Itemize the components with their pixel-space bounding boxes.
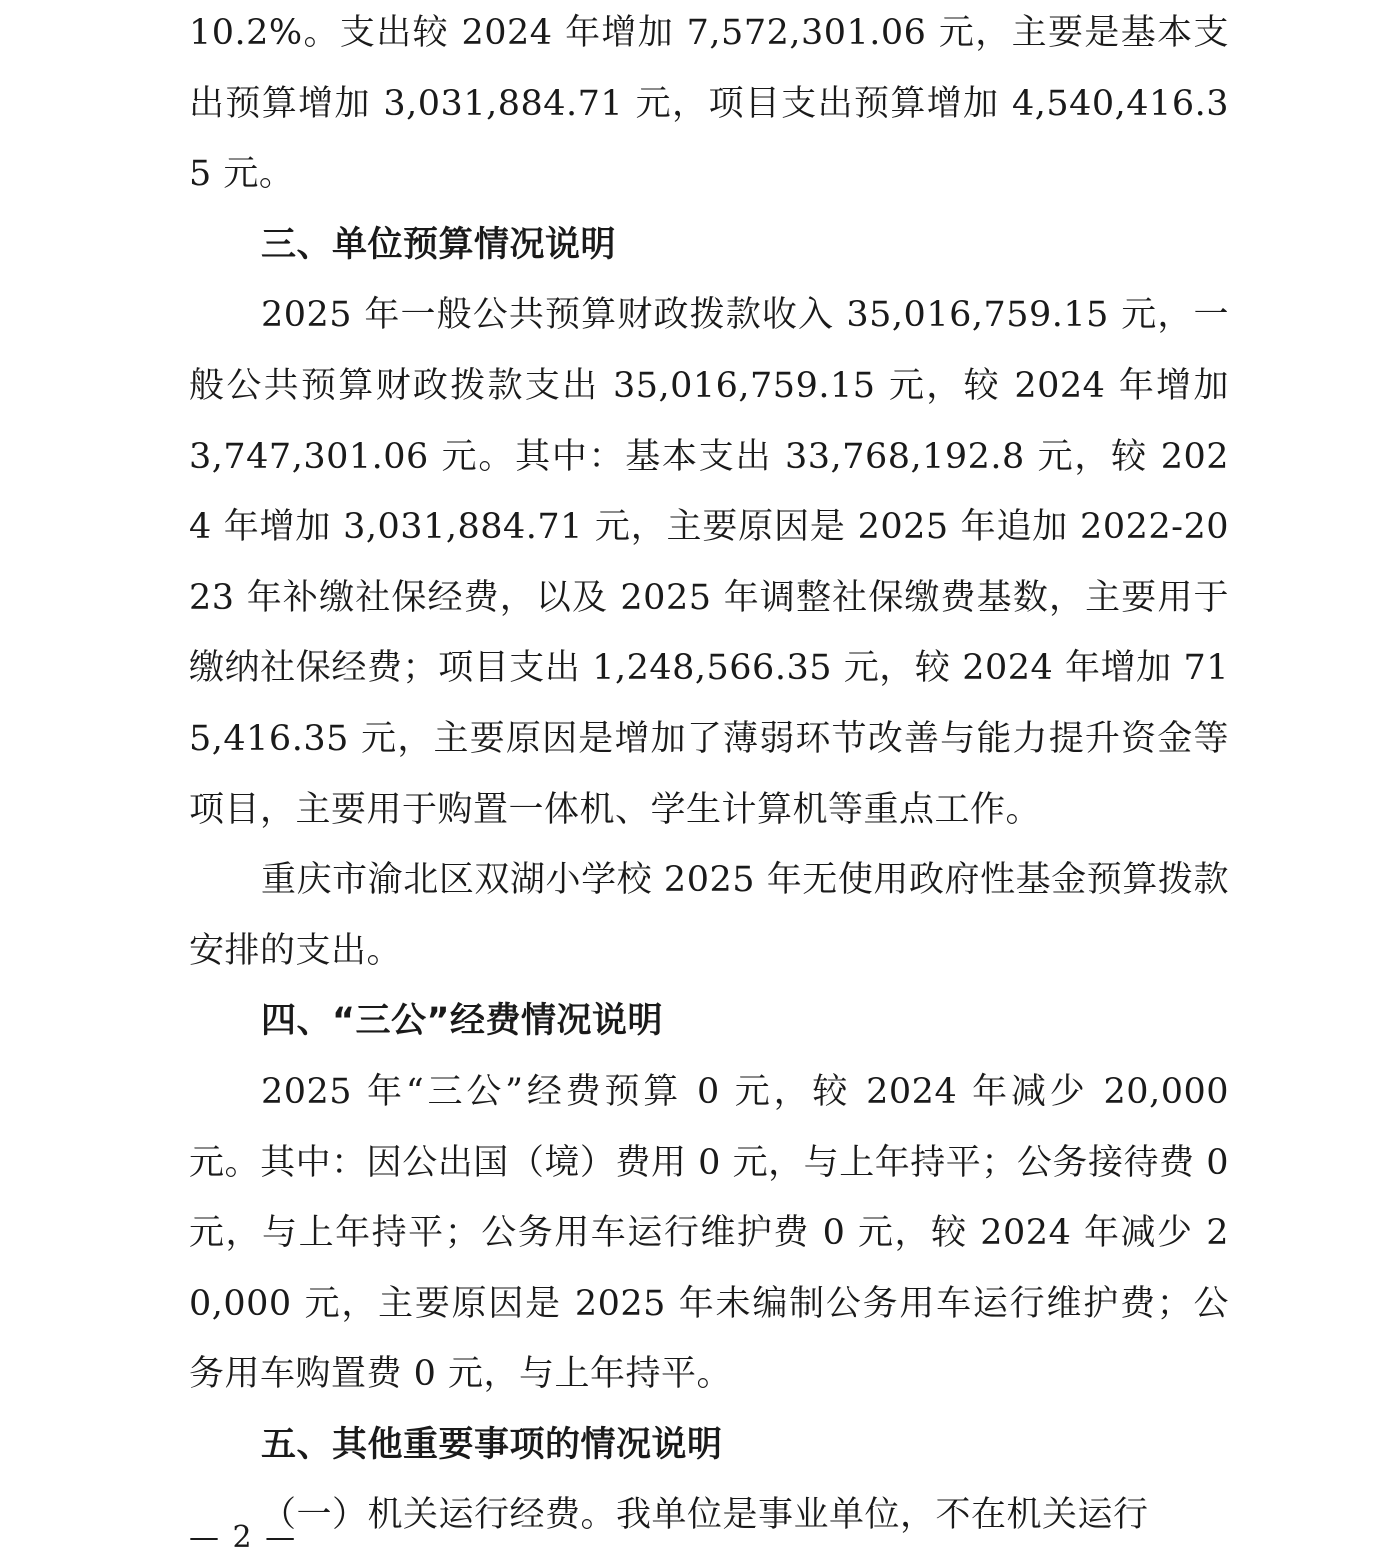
paragraph-continued: 10.2%。支出较 2024 年增加 7,572,301.06 元，主要是基本支出预算增加 3,031,884.71 元，项目支出预算增加 4,540,416.35 元。 (189, 13, 1229, 195)
section-heading-5: 五、其他重要事项的情况说明 (261, 1424, 723, 1465)
paragraph-unit-budget: 2025 年一般公共预算财政拨款收入 35,016,759.15 元，一般公共预算财政拨款支出 35,016,759.15 元，较 2024 年增加 3,747,301.06 元。其中：基本支出 33,768,192.8 元，较 2024 年增加 3,031,884.71 元，主要原因是 2025 年追加 2022-2023 年补缴社保经费，以及 2025 年调整社保缴费基数，主要用于缴纳社保经费；项目支出 1,248,566.35 元，较 2024 年增加 715,416.35 元，主要原因是增加了薄弱环节改善与能力提升资金等项目，主要用于购置一体机、学生计算机等重点工作。 (189, 295, 1229, 830)
section-heading-4: 四、“三公”经费情况说明 (261, 1001, 664, 1042)
paragraph-fund-budget: 重庆市渝北区双湖小学校 2025 年无使用政府性基金预算拨款安排的支出。 (189, 860, 1229, 971)
page-number: — 2 — (189, 1520, 298, 1555)
paragraph-three-public: 2025 年“三公”经费预算 0 元，较 2024 年减少 20,000 元。其中：因公出国（境）费用 0 元，与上年持平；公务接待费 0 元，与上年持平；公务用车运行维护费 0 元，较 2024 年减少 20,000 元，主要原因是 2025 年未编制公务用车运行维护费；公务用车购置费 0 元，与上年持平。 (189, 1071, 1229, 1395)
document-body (189, 0, 1229, 1551)
section-heading-3: 三、单位预算情况说明 (261, 224, 617, 265)
paragraph-operating-funds: （一）机关运行经费。我单位是事业单位，不在机关运行 (261, 1495, 1149, 1536)
